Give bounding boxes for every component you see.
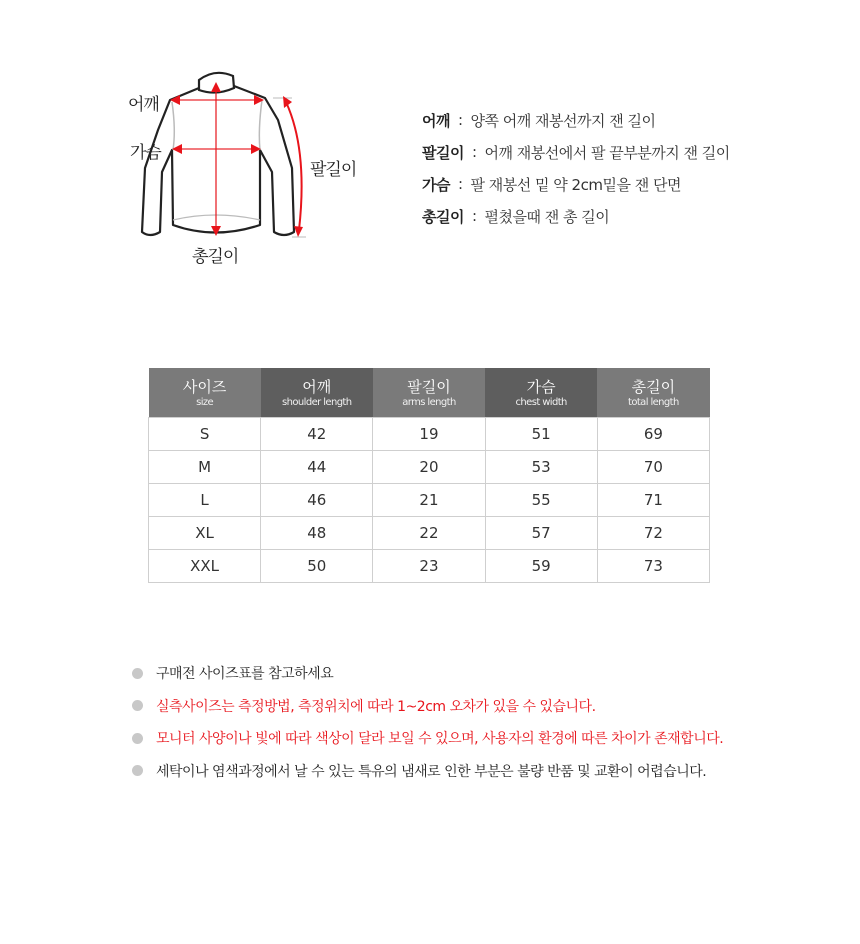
header-chest: 가슴 chest width [485,368,597,418]
cell-total: 69 [597,418,709,451]
cell-chest: 55 [485,484,597,517]
cell-arms: 20 [373,451,485,484]
note-item [132,722,723,755]
legend-desc: 양쪽 어깨 재봉선까지 잰 길이 [470,111,656,130]
note-text: 구매전 사이즈표를 참고하세요 [156,666,334,683]
legend-key: 어깨 [422,111,450,130]
cell-shoulder: 46 [261,484,373,517]
total-length-label: 총길이 [192,247,239,267]
note-item [132,755,723,788]
cell-arms: 19 [373,418,485,451]
cell-size: S [149,418,261,451]
legend-item-sleeve [422,136,730,168]
legend-separator: : [457,111,463,129]
legend-key: 가슴 [422,175,450,194]
table-row [149,418,710,451]
legend-desc: 어깨 재봉선에서 팔 끝부분까지 잰 길이 [484,143,730,162]
cell-size: XL [149,517,261,550]
cell-total: 72 [597,517,709,550]
note-text: 실측사이즈는 측정방법, 측정위치에 따라 1~2cm 오차가 있을 수 있습니다. [156,698,596,715]
cell-shoulder: 50 [261,550,373,583]
cell-arms: 23 [373,550,485,583]
table-row [149,451,710,484]
cell-total: 73 [597,550,709,583]
table-header-row [149,368,710,418]
table-row [149,484,710,517]
note-text: 모니터 사양이나 빛에 따라 색상이 달라 보일 수 있으며, 사용자의 환경에 따른 차이가 존재합니다. [156,731,724,748]
note-item [132,657,723,690]
header-arms: 팔길이 arms length [373,368,485,418]
legend-item-chest [422,168,730,200]
cell-chest: 53 [485,451,597,484]
table-row [149,517,710,550]
header-shoulder: 어깨 shoulder length [261,368,373,418]
bullet-dot-icon [132,700,143,711]
cell-size: L [149,484,261,517]
cell-shoulder: 42 [261,418,373,451]
notes-list [132,657,723,787]
header-total: 총길이 total length [597,368,709,418]
cell-arms: 21 [373,484,485,517]
legend-item-total [422,200,730,232]
cell-chest: 57 [485,517,597,550]
chest-label: 가슴 [130,143,161,163]
cell-total: 71 [597,484,709,517]
legend-separator: : [471,143,477,161]
cell-size: XXL [149,550,261,583]
legend-key: 총길이 [422,207,464,226]
header-size: 사이즈 size [149,368,261,418]
cell-shoulder: 48 [261,517,373,550]
sleeve-label: 팔길이 [310,160,357,180]
cell-total: 70 [597,451,709,484]
size-table [148,368,710,583]
note-text: 세탁이나 염색과정에서 날 수 있는 특유의 냄새로 인한 부분은 불량 반품 및 교환이 어렵습니다. [156,763,707,780]
legend-desc: 팔 재봉선 밑 약 2cm밑을 잰 단면 [470,175,681,194]
cell-chest: 51 [485,418,597,451]
cell-size: M [149,451,261,484]
measurement-diagram [100,60,380,280]
legend-separator: : [457,175,463,193]
shoulder-label: 어깨 [128,95,159,115]
bullet-dot-icon [132,765,143,776]
table-row [149,550,710,583]
legend-desc: 펼쳤을때 잰 총 길이 [484,207,610,226]
cell-shoulder: 44 [261,451,373,484]
bullet-dot-icon [132,668,143,679]
cell-chest: 59 [485,550,597,583]
bullet-dot-icon [132,733,143,744]
legend-separator: : [471,207,477,225]
legend-item-shoulder [422,104,730,136]
measurement-legend [422,104,730,232]
cell-arms: 22 [373,517,485,550]
legend-key: 팔길이 [422,143,464,162]
note-item [132,690,723,723]
